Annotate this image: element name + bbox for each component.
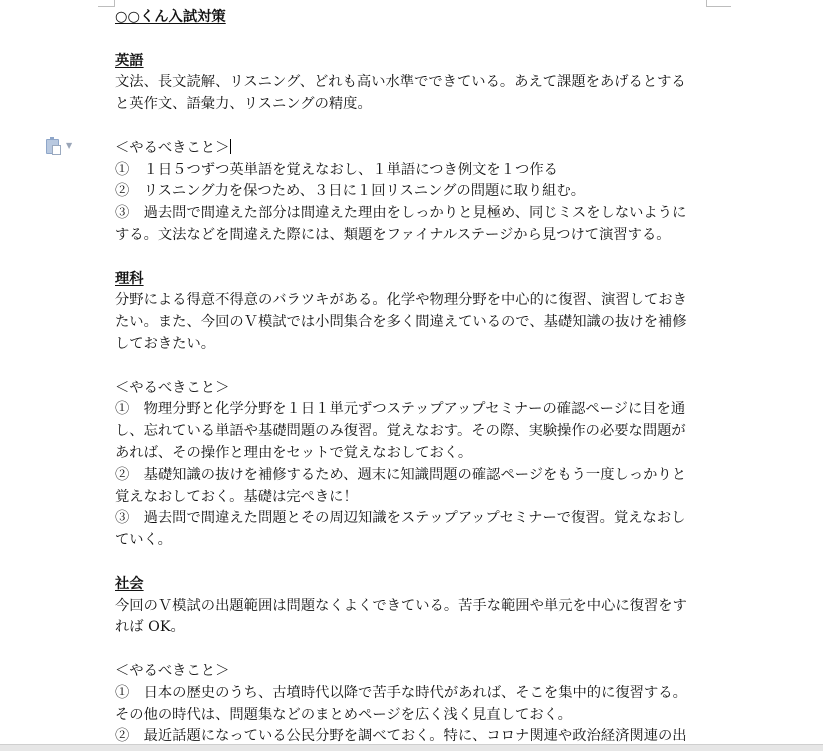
paragraph-line: 覚えなおしておく。基礎は完ぺきに！ [115,488,358,505]
document-title: ○○くん入試対策 [115,9,226,25]
paragraph-line: ③ 過去問で間違えた部分は間違えた理由をしっかりと見極め、同じミスをしないように [115,205,687,222]
paragraph-line: ① １日５つずつ英単語を覚えなおし、１単語につき例文を１つ作る [115,161,558,178]
blank-line [115,115,710,137]
paste-options-icon[interactable]: ▼ [45,137,75,155]
paragraph-line: ① 日本の歴史のうち、古墳時代以降で苦手な時代があれば、そこを集中的に復習する。 [115,684,687,701]
paragraph-line: 分野による得意不得意のバラツキがある。化学や物理分野を中心的に復習、演習しておき [115,292,687,309]
section-heading: 英語 [115,52,144,69]
paragraph-line: ＜やるべきこと＞ [115,663,230,679]
text-cursor [230,139,231,154]
blank-line [115,28,710,50]
blank-line [115,638,710,660]
paragraph-line: ② 基礎知識の抜けを補修するため、週末に知識問題の確認ページをもう一度しっかりと [115,466,687,483]
paragraph-line: れば OK。 [115,619,185,636]
paragraph-line: ② リスニング力を保つため、３日に１回リスニングの問題に取り組む。 [115,183,586,200]
paragraph-line: し、忘れている単語や基礎問題のみ復習。覚えなおす。その際、実験操作の必要な問題が [115,423,686,440]
paragraph-line: ③ 過去問で間違えた問題とその周辺知識をステップアップセミナーで復習。覚えなおし [115,510,686,527]
paragraph-line: たい。また、今回のＶ模試では小問集合を多く間違えているので、基礎知識の抜けを補修 [115,314,687,331]
paragraph-line: しておきたい。 [115,336,216,352]
blank-line [115,551,710,573]
section-heading: 理科 [115,270,144,287]
paragraph-line: ＜やるべきこと＞ [115,139,230,156]
paragraph-line: 文法、長文読解、リスニング、どれも高い水準でできている。あえて課題をあげるとする [115,74,686,91]
paragraph-line: あれば、その操作と理由をセットで覚えなおしておく。 [115,445,473,461]
section-heading: 社会 [115,575,144,592]
blank-line [115,355,710,377]
paragraph-line: ② 最近話題になっている公民分野を調べておく。特に、コロナ関連や政治経済関連の出 [115,728,687,745]
blank-line [115,246,710,268]
paragraph-line: ていく。 [115,532,172,549]
paragraph-line: その他の時代は、問題集などのまとめページを広く浅く見直しておく。 [115,706,572,723]
paragraph-line: ① 物理分野と化学分野を１日１単元ずつステップアップセミナーの確認ページに目を通 [115,401,686,418]
paragraph-line: と英作文、語彙力、リスニングの精度。 [115,96,372,113]
crop-mark-left [98,0,115,7]
paragraph-line: 今回のＶ模試の出題範囲は問題なくよくできている。苦手な範囲や単元を中心に復習をす [115,597,687,614]
paragraph-line: ＜やるべきこと＞ [115,379,230,396]
paragraph-line: する。文法などを間違えた際には、類題をファイナルステージから見つけて演習する。 [115,227,671,243]
